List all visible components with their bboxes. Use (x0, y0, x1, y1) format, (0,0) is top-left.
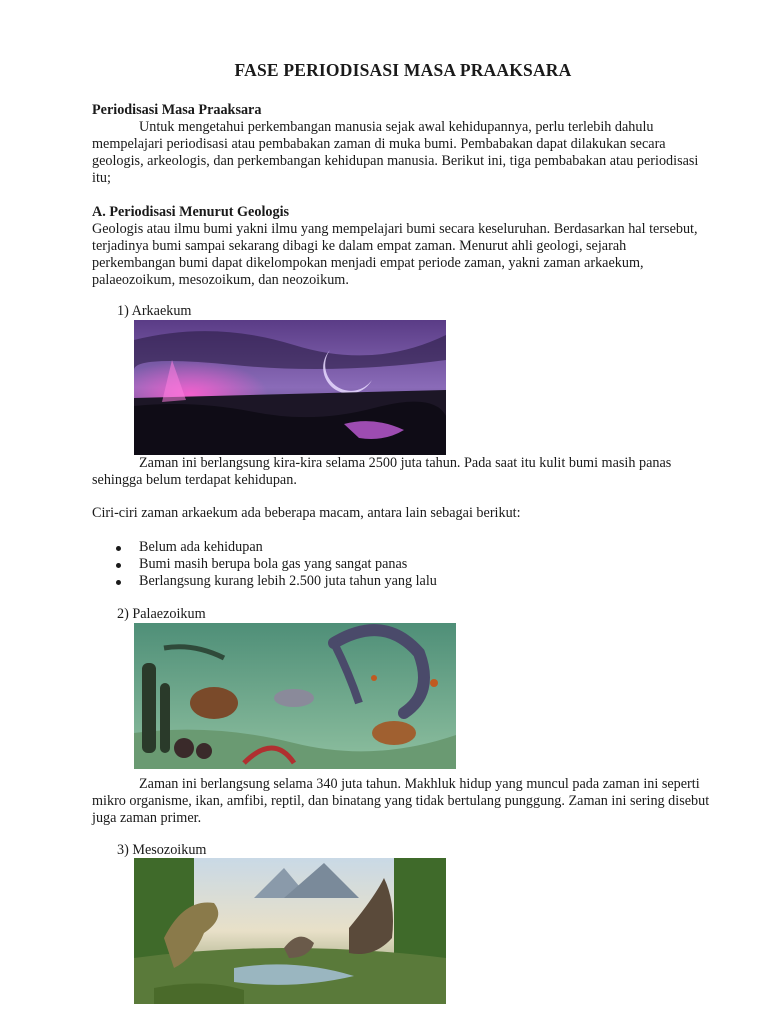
intro-paragraph: Untuk mengetahui perkembangan manusia sejak awal kehidupannya, perlu terlebih dahulu mempelajari periodisasi atau pembabakan zaman di muka bumi. Pembabakan dapat dilakukan secara geologis, arkeologis, dan perkembangan kehidupan manusia. Berikut ini, tiga pembabakan atau periodisasi itu; (92, 119, 699, 186)
period-3-label: 3) Mesozoikum (117, 842, 207, 858)
period-1-label: 1) Arkaekum (117, 303, 192, 319)
characteristics-intro: Ciri-ciri zaman arkaekum ada beberapa macam, antara lain sebagai berikut: (92, 505, 521, 521)
intro-heading: Periodisasi Masa Praaksara (92, 102, 262, 118)
characteristics-section (92, 505, 712, 522)
page-title: FASE PERIODISASI MASA PRAAKSARA (234, 60, 572, 80)
period-1-section (92, 455, 712, 489)
section-a (92, 204, 712, 289)
characteristics-list (92, 539, 652, 590)
period-2-label: 2) Palaezoikum (117, 606, 206, 622)
list-item: Bumi masih berupa bola gas yang sangat panas (92, 556, 652, 573)
list-item: Berlangsung kurang lebih 2.500 juta tahun yang lalu (92, 573, 652, 590)
section-a-paragraph: Geologis atau ilmu bumi yakni ilmu yang mempelajari bumi secara keseluruhan. Berdasarkan hal tersebut, terjadinya bumi sampai sekarang dibagi ke dalam empat zaman. Menurut ahli geologi, sejarah perkembangan bumi dapat dikelompokan menjadi empat periode zaman, yakni zaman arkaekum, palaeozoikum, mesozoikum, dan neozoikum. (92, 221, 698, 288)
volcanic-landscape-image (134, 320, 446, 455)
sea-creatures-image-art (134, 623, 456, 769)
sea-creatures-image (134, 623, 456, 769)
dinosaurs-image-art (134, 858, 446, 1004)
section-a-heading: A. Periodisasi Menurut Geologis (92, 204, 290, 220)
list-item: Belum ada kehidupan (92, 539, 652, 556)
period-2-section (92, 776, 712, 827)
dinosaurs-image (134, 858, 446, 1004)
volcanic-landscape-image-art (134, 320, 446, 455)
period-2-description: Zaman ini berlangsung selama 340 juta tahun. Makhluk hidup yang muncul pada zaman ini seperti mikro organisme, ikan, amfibi, reptil, dan binatang yang tidak bertulang punggung. Zaman ini sering disebut juga zaman primer. (92, 776, 710, 826)
period-1-description: Zaman ini berlangsung kira-kira selama 2500 juta tahun. Pada saat itu kulit bumi masih panas sehingga belum terdapat kehidupan. (92, 455, 672, 488)
intro-section (92, 102, 712, 187)
